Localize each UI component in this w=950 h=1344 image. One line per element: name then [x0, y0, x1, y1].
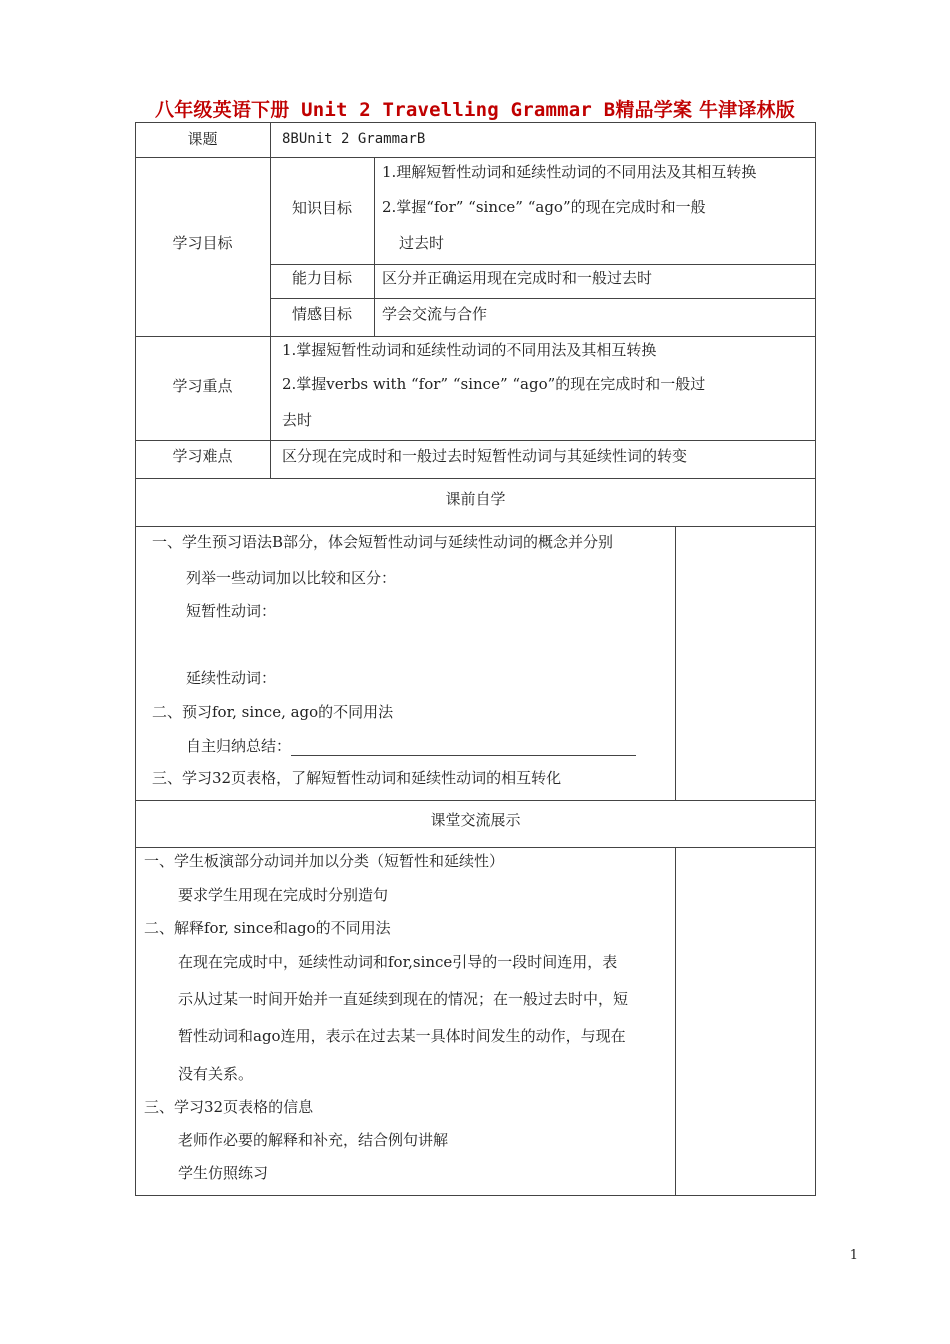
row-divider	[135, 478, 816, 479]
emotion-objective: 学会交流与合作	[382, 305, 488, 323]
row-divider	[135, 157, 816, 158]
summary-blank-line[interactable]	[291, 741, 636, 756]
focus-line-3: 去时	[282, 411, 313, 429]
preclass-line: 三、学习32页表格，了解短暂性动词和延续性动词的相互转化	[152, 769, 562, 787]
column-divider	[270, 336, 271, 478]
classroom-line: 没有关系。	[178, 1065, 254, 1083]
column-divider	[675, 847, 676, 1196]
topic-label: 课题	[187, 130, 218, 148]
classroom-line: 二、解释for, since和ago的不同用法	[144, 919, 391, 937]
classroom-heading: 课堂交流展示	[430, 811, 521, 829]
ability-objective-label: 能力目标	[291, 269, 352, 287]
page-number: 1	[849, 1248, 858, 1263]
column-divider	[675, 526, 676, 800]
classroom-line: 三、学习32页表格的信息	[144, 1098, 314, 1116]
focus-line-1: 1.掌握短暂性动词和延续性动词的不同用法及其相互转换	[282, 341, 657, 359]
difficulty-text: 区分现在完成时和一般过去时短暂性动词与其延续性词的转变	[282, 447, 688, 465]
classroom-line: 要求学生用现在完成时分别造句	[178, 886, 389, 904]
preclass-line: 二、预习for, since, ago的不同用法	[152, 703, 394, 721]
row-divider	[270, 264, 816, 265]
row-divider	[135, 336, 816, 337]
ability-objective: 区分并正确运用现在完成时和一般过去时	[382, 269, 653, 287]
title-part-3: 精品学案 牛津译林版	[615, 99, 795, 121]
preclass-summary	[186, 736, 636, 756]
title-part-1: 八年级英语下册	[155, 99, 290, 121]
classroom-line: 示从过某一时间开始并一直延续到现在的情况；在一般过去时中，短	[178, 990, 629, 1008]
objectives-label: 学习目标	[172, 234, 233, 252]
preclass-line: 延续性动词：	[186, 669, 277, 687]
difficulty-label: 学习难点	[172, 447, 233, 465]
topic-value: 8BUnit 2 GrammarB	[282, 131, 426, 147]
classroom-line: 老师作必要的解释和补充，结合例句讲解	[178, 1131, 449, 1149]
focus-line-2: 2.掌握verbs with “for” “since” “ago”的现在完成时和一般过	[282, 375, 706, 393]
classroom-line: 在现在完成时中，延续性动词和for,since引导的一段时间连用，表	[178, 953, 618, 971]
knowledge-objective-2: 2.掌握“for” “since” “ago”的现在完成时和一般	[382, 198, 706, 216]
document-title	[0, 95, 950, 122]
knowledge-objective-1: 1.理解短暂性动词和延续性动词的不同用法及其相互转换	[382, 163, 757, 181]
focus-label: 学习重点	[172, 377, 233, 395]
preclass-line: 列举一些动词加以比较和区分：	[186, 569, 397, 587]
preclass-line: 短暂性动词：	[186, 602, 277, 620]
classroom-line: 一、学生板演部分动词并加以分类（短暂性和延续性）	[144, 852, 505, 870]
column-divider	[374, 157, 375, 336]
preclass-summary-label: 自主归纳总结：	[186, 737, 292, 755]
classroom-line: 学生仿照练习	[178, 1164, 269, 1182]
row-divider	[135, 847, 816, 848]
preclass-heading: 课前自学	[445, 490, 506, 508]
knowledge-objective-2-cont: 过去时	[399, 234, 445, 252]
preclass-line: 一、学生预习语法B部分，体会短暂性动词与延续性动词的概念并分别	[152, 533, 614, 551]
emotion-objective-label: 情感目标	[291, 305, 352, 323]
row-divider	[135, 440, 816, 441]
title-part-2: Unit 2 Travelling Grammar B	[289, 99, 616, 121]
row-divider	[135, 800, 816, 801]
row-divider	[135, 526, 816, 527]
classroom-line: 暂性动词和ago连用，表示在过去某一具体时间发生的动作，与现在	[178, 1027, 626, 1045]
row-divider	[270, 298, 816, 299]
knowledge-objective-label: 知识目标	[291, 199, 352, 217]
